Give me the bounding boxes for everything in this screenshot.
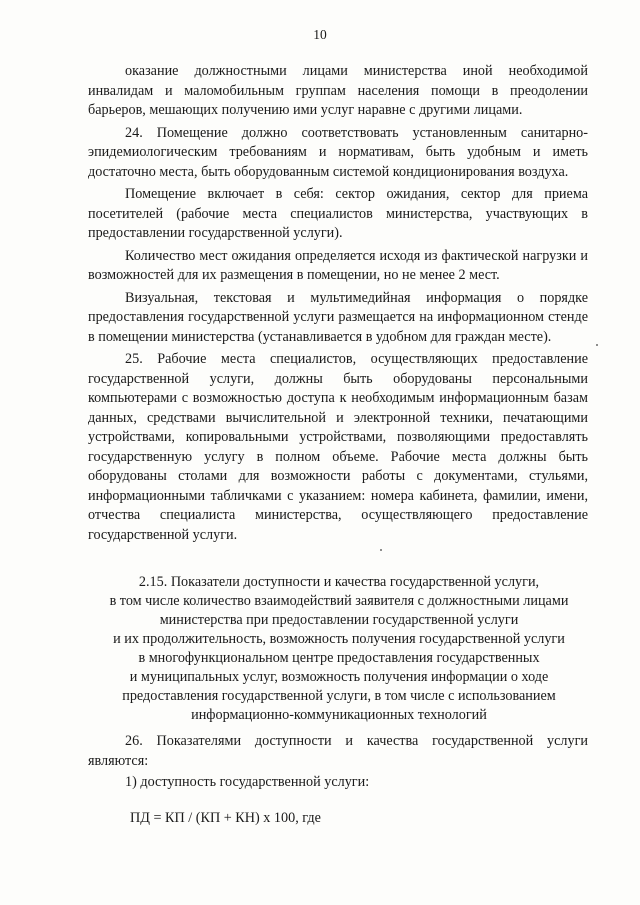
heading-line: в том числе количество взаимодействий заявителя с должностными лицами bbox=[109, 593, 569, 609]
list-item-availability: 1) доступность государственной услуги: bbox=[125, 774, 370, 790]
heading-line: в многофункциональном центре предоставления государственных bbox=[138, 650, 540, 666]
paragraph-26: 26. Показателями доступности и качества государственной услуги являются: bbox=[88, 733, 588, 769]
paragraph-25: 25. Рабочие места специалистов, осуществляющих предоставление государственной услуги, должны быть оборудованы персональными компьютерами с возможностью доступа к необходимым информационным базам данных, средствами вычислительной и электронной техники, печатающими устройствами, копировальными устройствами, позволяющими предоставлять государственную услугу в полном объеме. Рабочие места должны быть оборудованы столами для возможности работы с документами, стульями, информационными табличками с указанием: номера кабинета, фамилии, имени, отчества специалиста министерства, осуществляющего предоставление государственной услуги. bbox=[88, 351, 588, 543]
section-heading-2-15 bbox=[74, 573, 604, 725]
paragraph-continuation: оказание должностными лицами министерства иной необходимой инвалидам и маломобильным группам населения помощи в преодолении барьеров, мешающих получению ими услуг наравне с другими лицами. bbox=[88, 63, 588, 118]
section-26 bbox=[88, 732, 588, 793]
heading-line: и их продолжительность, возможность получения государственной услуги bbox=[113, 631, 565, 647]
paragraph-premises: Помещение включает в себя: сектор ожидания, сектор для приема посетителей (рабочие места специалистов министерства, участвующих в предоставлении государственной услуги). bbox=[88, 186, 588, 241]
heading-line: министерства при предоставлении государственной услуги bbox=[159, 612, 519, 628]
heading-line: предоставления государственной услуги, в том числе с использованием bbox=[122, 688, 556, 704]
heading-line: и муниципальных услуг, возможность получения информации о ходе bbox=[129, 669, 549, 685]
scan-speck bbox=[596, 344, 598, 346]
paragraph-waiting-places: Количество мест ожидания определяется исходя из фактической нагрузки и возможностей для их размещения в помещении, но не менее 2 мест. bbox=[88, 247, 588, 283]
paragraph-24: 24. Помещение должно соответствовать установленным санитарно-эпидемиологическим требованиям и нормативам, быть удобным и иметь достаточно места, быть оборудованным системой кондиционирования воздуха. bbox=[88, 124, 588, 180]
scan-speck bbox=[380, 549, 382, 551]
heading-line: 2.15. Показатели доступности и качества государственной услуги, bbox=[138, 574, 540, 590]
heading-line: информационно-коммуникационных технологий bbox=[191, 707, 487, 723]
formula: ПД = КП / (КП + КН) х 100, где bbox=[130, 810, 321, 826]
body-text bbox=[88, 62, 588, 548]
page-number: 10 bbox=[313, 27, 327, 42]
paragraph-info-stand: Визуальная, текстовая и мультимедийная информация о порядке предоставления государственной услуги размещается на информационном стенде в помещении министерства (устанавливается в удобном для граждан месте). bbox=[88, 289, 588, 345]
